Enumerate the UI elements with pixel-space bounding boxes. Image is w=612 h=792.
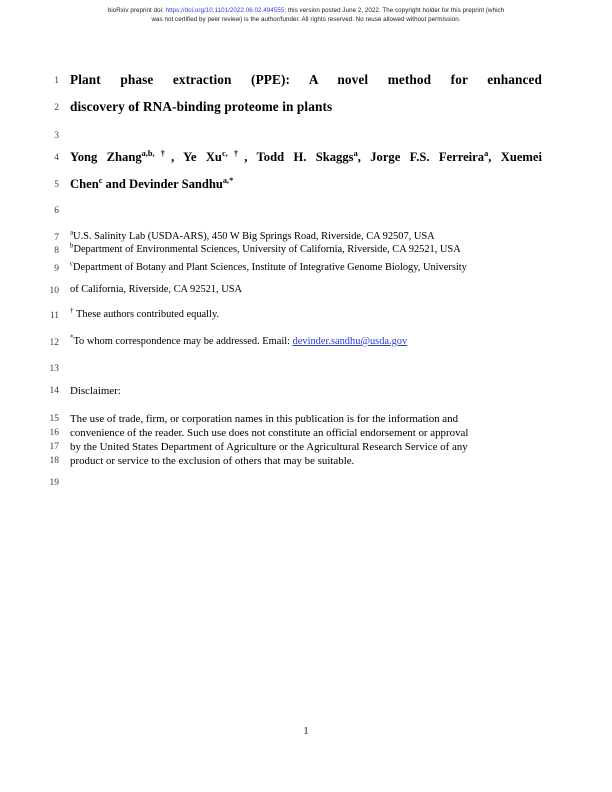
disclaimer-line-3: by the United States Department of Agriculture or the Agricultural Research Service of any [70,441,468,453]
affiliation-text: of California, Riverside, CA 92521, USA [70,284,243,295]
line-number: 3 [54,131,59,141]
line-number: 12 [49,338,59,348]
author-affiliation-marker: c [98,175,103,185]
line-number: 17 [49,442,59,452]
line-number: 13 [49,364,59,374]
affiliation-a [70,231,548,243]
affiliation-b [70,244,548,256]
author-affiliation-marker: a,* [222,175,234,185]
line-number: 2 [54,103,59,113]
line-number: 9 [54,264,59,274]
line-number: 5 [54,180,59,190]
line-number: 18 [49,456,59,466]
author-list-line-2 [70,177,542,191]
disclaimer-line-2: convenience of the reader. Such use does not constitute an official endorsement or approval [70,427,469,439]
affiliation-c [70,262,548,274]
paper-title-line-1: Plant phase extraction (PPE): A novel method for enhanced [70,72,542,87]
author-affiliation-marker: c,† [221,148,245,158]
line-number: 11 [49,311,59,321]
affiliation-text: U.S. Salinity Lab (USDA-ARS), 450 W Big Springs Road, Riverside, CA 92507, USA [73,231,435,242]
line-number: 6 [54,206,59,216]
header-suffix: ; this version posted June 2, 2022. The copyright holder for this preprint (which [284,7,505,14]
author-name: , Xuemei [488,150,542,164]
author-name: and Devinder Sandhu [102,177,223,191]
line-number: 14 [49,386,59,396]
disclaimer-line-1: The use of trade, firm, or corporation names in this publication is for the information and [70,413,459,425]
affiliation-marker: a [70,229,74,237]
author-name: , Ye Xu [171,150,222,164]
affiliation-marker: b [70,242,74,250]
equal-contribution-note [70,309,548,321]
line-number: 19 [49,478,59,488]
author-affiliation-marker: a,b,† [141,148,172,158]
paper-title-line-2: discovery of RNA-binding proteome in plants [70,99,333,114]
line-number: 1 [54,76,59,86]
header-line-2: was not certified by peer review) is the author/funder. All rights reserved. No reuse allowed without permission. [151,15,461,23]
author-affiliation-marker: a [353,148,358,158]
correspondence-text: To whom correspondence may be addressed. Email: [73,336,293,347]
line-number: 10 [49,286,59,296]
page-number: 1 [303,726,309,737]
line-number: 4 [54,153,59,163]
affiliation-text: Department of Environmental Sciences, University of California, Riverside, CA 92521, USA [73,244,461,255]
disclaimer-line-4: product or service to the exclusion of others that may be suitable. [70,455,355,467]
line-number: 16 [49,428,59,438]
doi-link[interactable]: https://doi.org/10.1101/2022.06.02.494555 [165,7,285,14]
equal-contribution-text: These authors contributed equally. [76,309,220,320]
affiliation-text: Department of Botany and Plant Sciences, Institute of Integrative Genome Biology, University [73,262,467,273]
affiliation-marker: c [70,260,74,268]
line-number: 15 [49,414,59,424]
line-number: 8 [54,246,59,256]
author-name: , Todd H. Skaggs [244,150,354,164]
biorxiv-preprint-header [60,7,552,24]
dagger-marker: † [70,307,74,315]
correspondence-note [70,336,548,348]
author-affiliation-marker: a [484,148,489,158]
disclaimer-heading: Disclaimer: [70,385,121,397]
corresponding-author-email-link[interactable]: devinder.sandhu@usda.gov [292,336,408,347]
line-number: 7 [54,233,59,243]
author-list-line-1 [70,150,542,164]
header-prefix: bioRxiv preprint doi: [107,7,166,14]
author-name: Chen [70,177,99,191]
asterisk-marker: * [70,334,74,342]
affiliation-c-continued [70,284,548,296]
author-name: , Jorge F.S. Ferreira [357,150,485,164]
author-name: Yong Zhang [70,150,142,164]
